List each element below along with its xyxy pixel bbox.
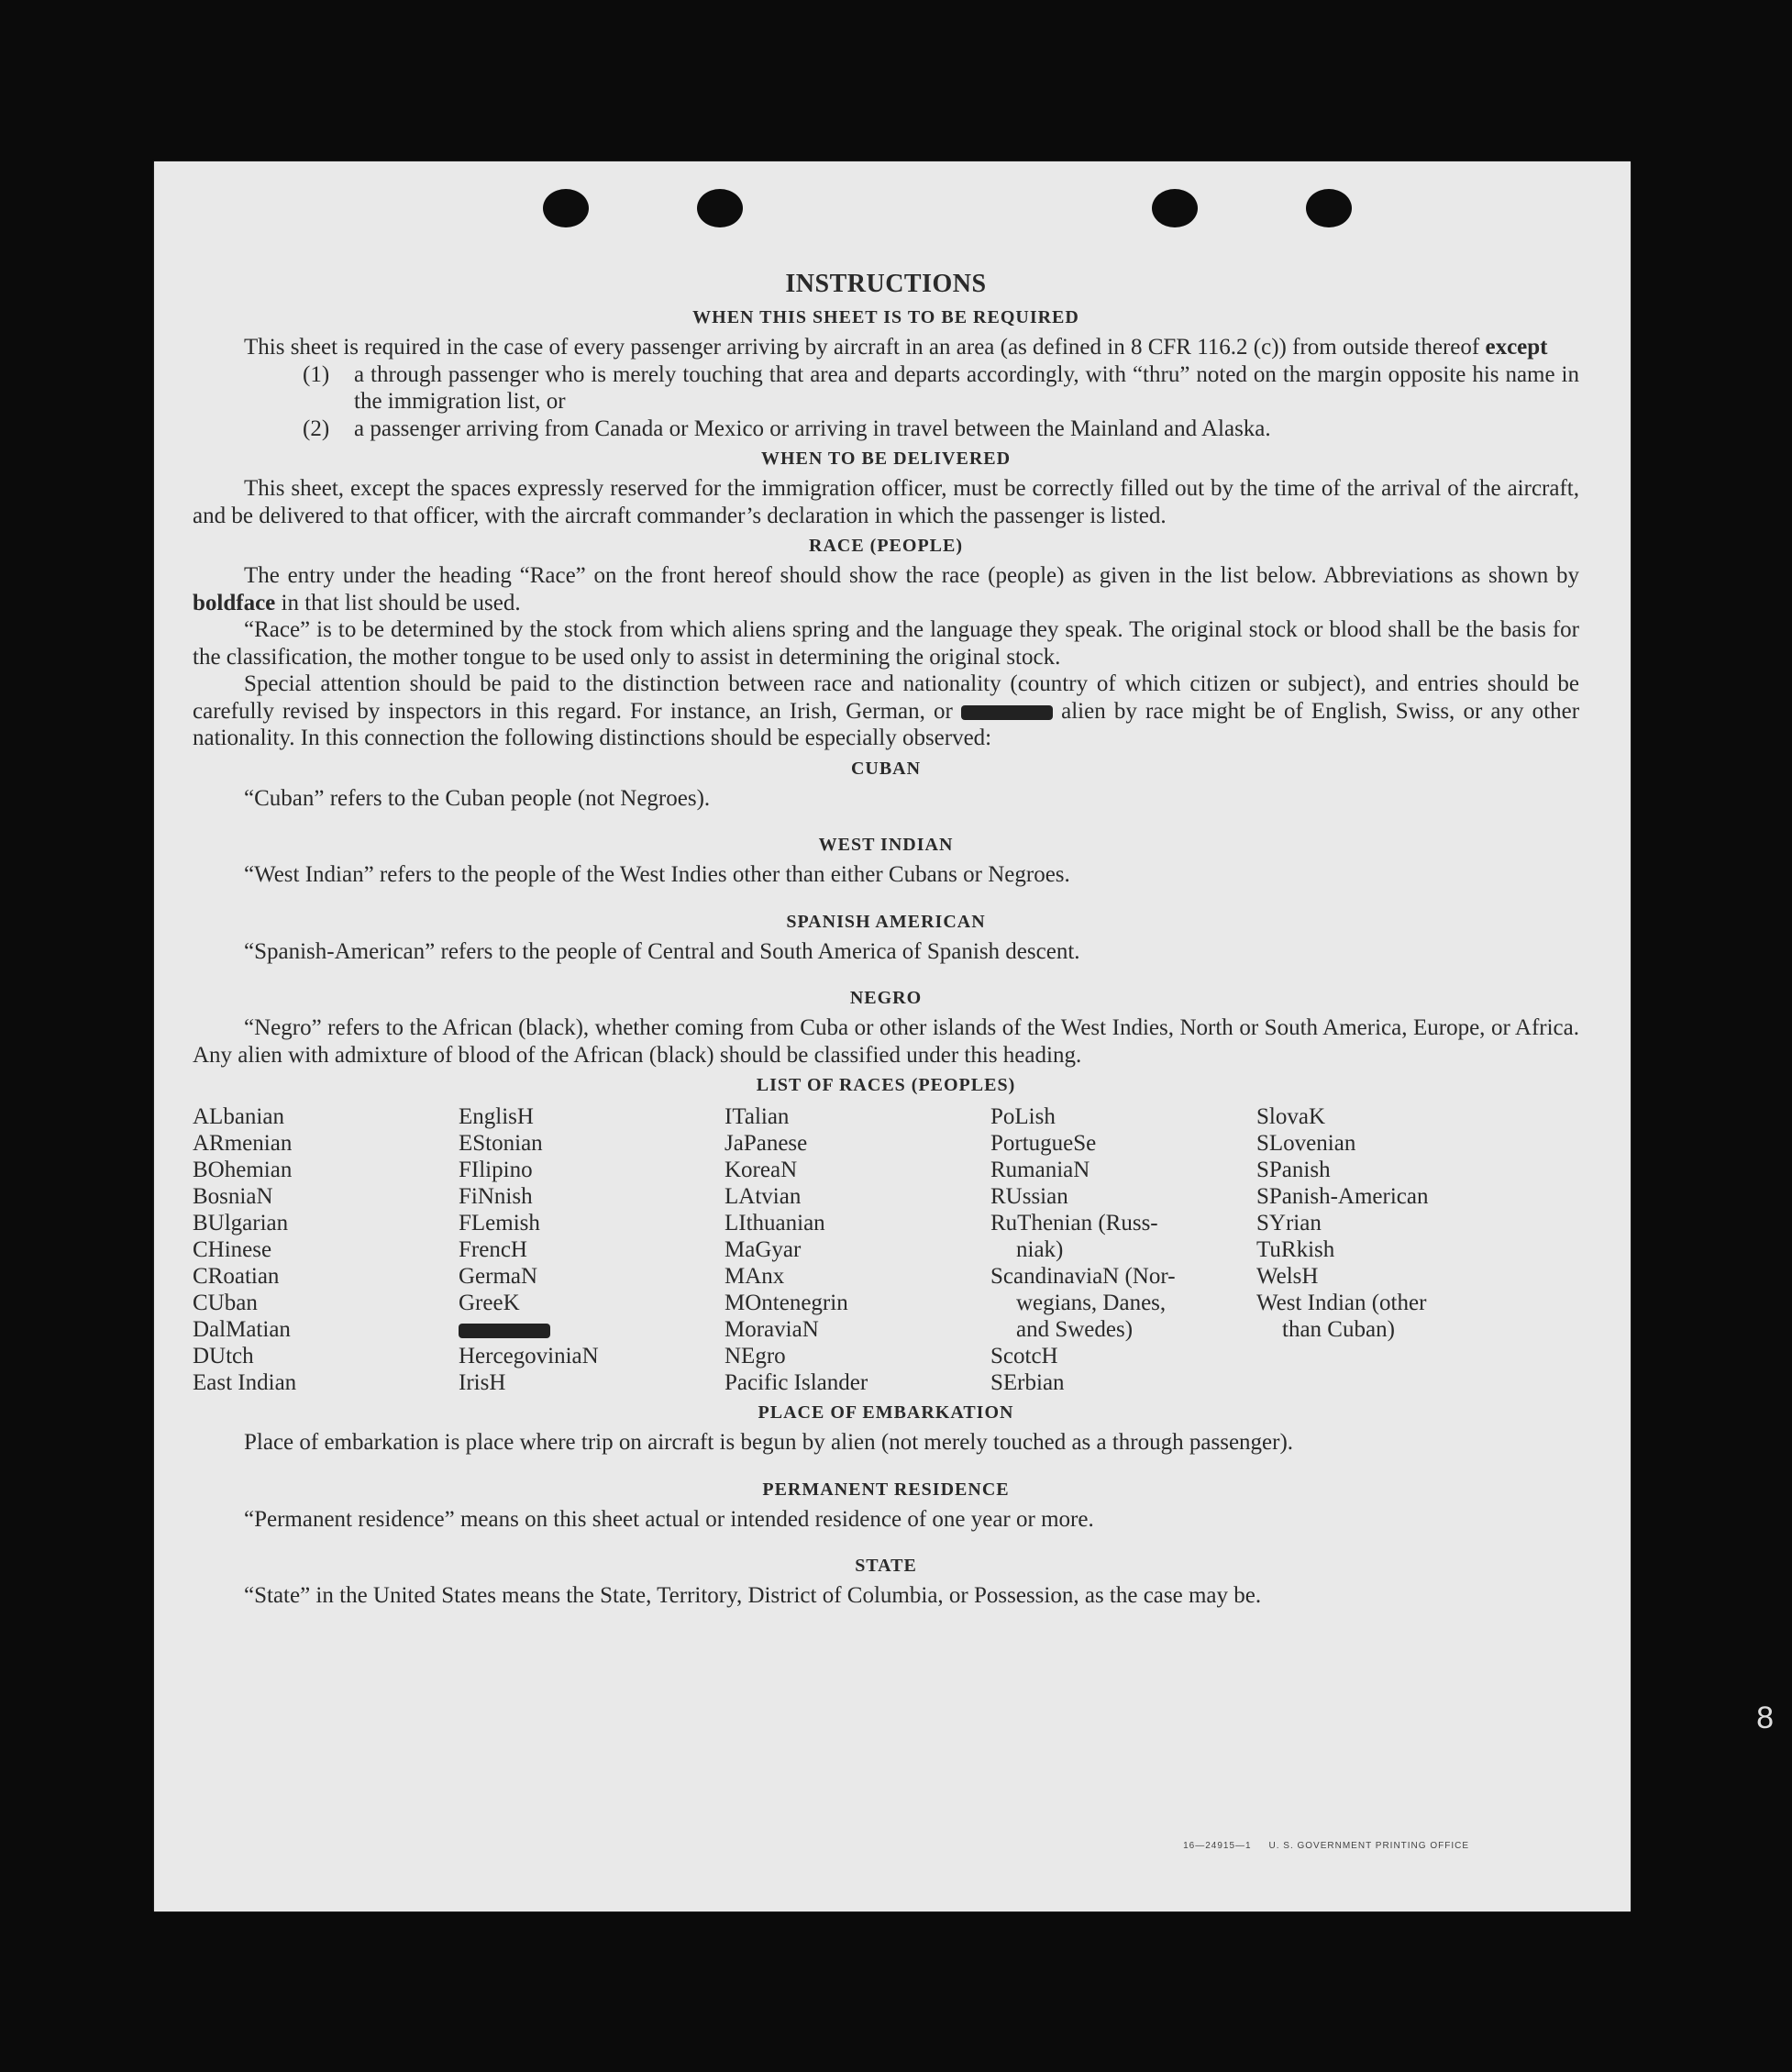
permanent-residence-text: “Permanent residence” means on this sheet actual or intended residence of one year or more. xyxy=(244,1506,1094,1532)
section-heading-delivered: WHEN TO BE DELIVERED xyxy=(760,449,1012,469)
race-entry: BosniaN xyxy=(193,1184,273,1209)
race-entry-redacted xyxy=(459,1316,725,1343)
required-intro: This sheet is required in the case of every passenger arriving by aircraft in an area (as defined in 8 CFR 116.2 (c)) from outside thereof except xyxy=(244,335,1548,360)
races-column xyxy=(459,1103,725,1396)
instructions-content xyxy=(193,270,1579,1610)
race-entry: MAnx xyxy=(725,1264,785,1289)
section-heading-embarkation: PLACE OF EMBARKATION xyxy=(758,1402,1014,1423)
race-entry: LAtvian xyxy=(725,1184,802,1209)
section-heading-race: RACE (PEOPLE) xyxy=(809,536,963,556)
race-entry: KoreaN xyxy=(725,1158,798,1182)
races-column xyxy=(1256,1103,1532,1396)
race-entry: BOhemian xyxy=(193,1158,293,1182)
race-entry: LIthuanian xyxy=(725,1211,825,1235)
race-entry: TuRkish xyxy=(1256,1237,1335,1262)
race-entry: CHinese xyxy=(193,1237,272,1262)
negro-text: “Negro” refers to the African (black), whether coming from Cuba or other islands of the West Indies, North or South America, Europe, or Africa. Any alien with admixture of blood of the African (black) should be classified under this heading. xyxy=(193,1015,1579,1068)
races-column xyxy=(725,1103,990,1396)
race-entry: RUssian xyxy=(990,1184,1068,1209)
binder-hole xyxy=(543,189,589,227)
printer-imprint xyxy=(1183,1841,1469,1851)
west-indian-text: “West Indian” refers to the people of the West Indies other than either Cubans or Negroes. xyxy=(244,862,1070,887)
section-heading-permanent-residence: PERMANENT RESIDENCE xyxy=(762,1479,1010,1500)
race-entry: GermaN xyxy=(459,1264,538,1289)
race-entry: CUban xyxy=(193,1291,258,1315)
race-entry: Pacific Islander xyxy=(725,1370,868,1395)
race-entry: HercegoviniaN xyxy=(459,1344,599,1368)
spanish-american-text: “Spanish-American” refers to the people of Central and South America of Spanish descent. xyxy=(244,938,1080,964)
race-entry: MoraviaN xyxy=(725,1317,819,1342)
race-entry: ScotcH xyxy=(990,1344,1058,1368)
race-entry: FiNnish xyxy=(459,1184,533,1209)
exception-item: (1) a through passenger who is merely touching that area and departs accordingly, with “thru” noted on the margin opposite his name in the immigration list, or xyxy=(303,361,1579,414)
race-entry: SPanish xyxy=(1256,1158,1331,1182)
race-entry: SlovaK xyxy=(1256,1104,1325,1129)
race-entry-continued: than Cuban) xyxy=(1282,1317,1395,1342)
race-entry: SLovenian xyxy=(1256,1131,1356,1156)
race-entry: FIlipino xyxy=(459,1158,533,1182)
race-entry: IrisH xyxy=(459,1370,506,1395)
race-entry: ScandinaviaN (Nor- xyxy=(990,1264,1176,1289)
binder-hole xyxy=(1306,189,1352,227)
exception-item: (2) a passenger arriving from Canada or Mexico or arriving in travel between the Mainland and Alaska. xyxy=(303,416,1271,441)
document-sheet xyxy=(154,161,1631,1911)
page-title: INSTRUCTIONS xyxy=(785,270,987,298)
race-entry: ITalian xyxy=(725,1104,790,1129)
section-heading-negro: NEGRO xyxy=(849,988,923,1008)
race-entry: DalMatian xyxy=(193,1317,291,1342)
redaction-mark xyxy=(459,1324,550,1338)
race-entry: ARmenian xyxy=(193,1131,293,1156)
race-entry: ALbanian xyxy=(193,1104,284,1129)
race-paragraph-3: Special attention should be paid to the distinction between race and nationality (country of which citizen or subject), and entries should be carefully revised by inspectors in this regard. For instance, an Irish, German, or alien by race might be of English, Swiss, or any other nationality. In this connection the following distinctions should be especially observed: xyxy=(193,671,1580,750)
race-entry: MOntenegrin xyxy=(725,1291,848,1315)
race-entry: SYrian xyxy=(1256,1211,1322,1235)
races-column xyxy=(990,1103,1256,1396)
race-entry-continued: wegians, Danes, xyxy=(1016,1291,1167,1315)
race-entry-continued: and Swedes) xyxy=(1016,1317,1134,1342)
race-entry: PoLish xyxy=(990,1104,1056,1129)
race-entry: FrencH xyxy=(459,1237,527,1262)
race-entry: NEgro xyxy=(725,1344,786,1368)
section-heading-west-indian: WEST INDIAN xyxy=(818,835,954,855)
section-heading-spanish-american: SPANISH AMERICAN xyxy=(786,911,986,932)
race-entry: WelsH xyxy=(1256,1264,1319,1289)
race-entry: SPanish-American xyxy=(1256,1184,1429,1209)
race-entry: CRoatian xyxy=(193,1264,280,1289)
race-entry: PortugueSe xyxy=(990,1131,1097,1156)
race-entry: EStonian xyxy=(459,1131,543,1156)
state-text: “State” in the United States means the State, Territory, District of Columbia, or Possession, as the case may be. xyxy=(244,1583,1262,1608)
redaction-mark xyxy=(961,705,1053,720)
race-entry: RuThenian (Russ- xyxy=(990,1211,1158,1235)
race-entry: RumaniaN xyxy=(990,1158,1090,1182)
section-heading-state: STATE xyxy=(855,1556,917,1576)
delivered-text: This sheet, except the spaces expressly reserved for the immigration officer, must be correctly filled out by the time of the arrival of the aircraft, and be delivered to that officer, with the aircraft commander’s declaration in which the passenger is listed. xyxy=(193,476,1579,528)
race-entry: DUtch xyxy=(193,1344,254,1368)
race-paragraph-1: The entry under the heading “Race” on the front hereof should show the race (people) as given in the list below. Abbreviations as shown by boldface in that list should be used. xyxy=(193,563,1579,615)
race-entry: SErbian xyxy=(990,1370,1065,1395)
race-entry: MaGyar xyxy=(725,1237,802,1262)
cuban-text: “Cuban” refers to the Cuban people (not Negroes). xyxy=(244,785,711,811)
form-number: 16—24915—1 xyxy=(1183,1841,1252,1851)
race-entry: GreeK xyxy=(459,1291,520,1315)
printer-name: U. S. GOVERNMENT PRINTING OFFICE xyxy=(1268,1841,1469,1851)
race-paragraph-2: “Race” is to be determined by the stock from which aliens spring and the language they speak. The original stock or blood shall be the basis for the classification, the mother tongue to be used only to assist in determining the original stock. xyxy=(193,617,1579,670)
race-entry: EnglisH xyxy=(459,1104,534,1129)
section-heading-list-of-races: LIST OF RACES (PEOPLES) xyxy=(756,1075,1016,1095)
section-heading-required: WHEN THIS SHEET IS TO BE REQUIRED xyxy=(692,307,1079,327)
embarkation-text: Place of embarkation is place where trip on aircraft is begun by alien (not merely touched as a through passenger). xyxy=(244,1430,1294,1455)
race-entry: BUlgarian xyxy=(193,1211,289,1235)
section-heading-cuban: CUBAN xyxy=(850,758,922,779)
race-entry: JaPanese xyxy=(725,1131,808,1156)
binder-hole xyxy=(697,189,743,227)
race-entry: East Indian xyxy=(193,1370,297,1395)
race-entry: West Indian (other xyxy=(1256,1291,1427,1315)
races-list xyxy=(193,1103,1579,1396)
binder-hole xyxy=(1152,189,1198,227)
margin-mark: 8 xyxy=(1756,1701,1774,1735)
races-column xyxy=(193,1103,459,1396)
race-entry: FLemish xyxy=(459,1211,540,1235)
race-entry-continued: niak) xyxy=(1016,1237,1064,1262)
